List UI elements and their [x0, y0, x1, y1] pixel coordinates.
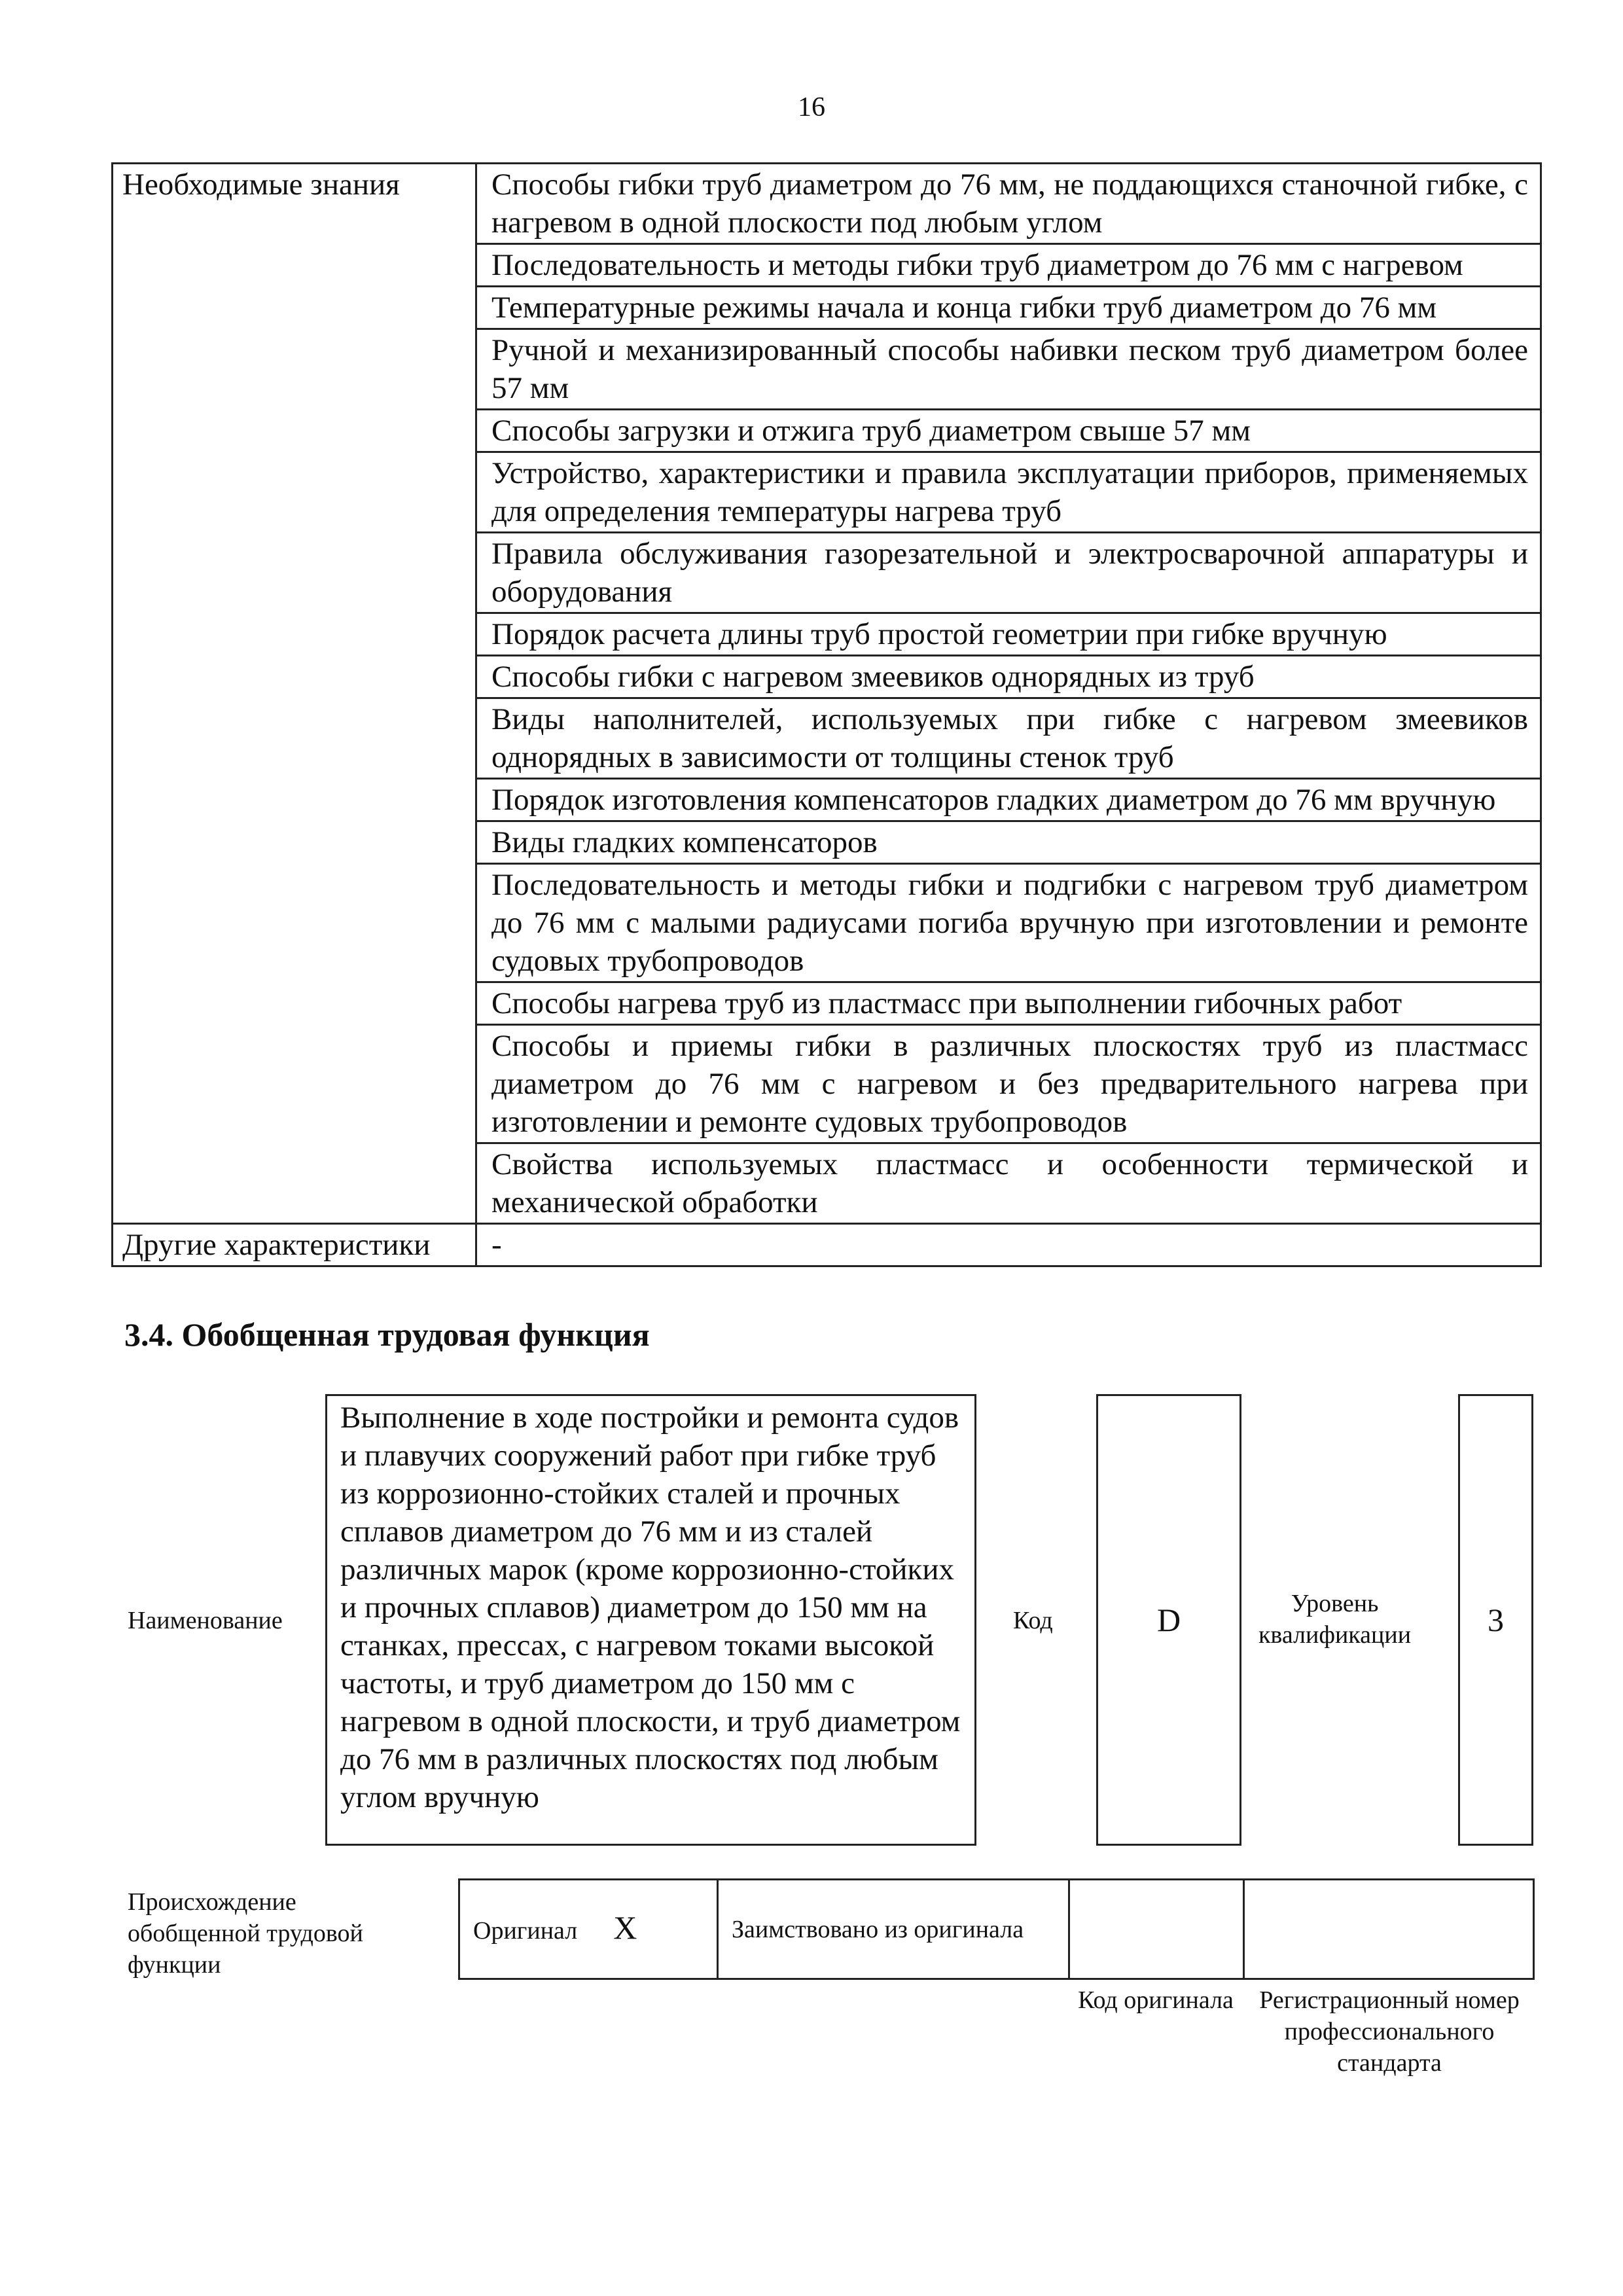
- required-knowledge-label: Необходимые знания: [113, 164, 476, 1224]
- original-mark: X: [613, 1909, 637, 1946]
- origin-table: [458, 1878, 1535, 1980]
- function-name-box: Выполнение в ходе постройки и ремонта судов и плавучих сооружений работ при гибке труб из коррозионно-стойких сталей и прочных сплавов диаметром до 76 мм и из сталей различных марок (кроме коррозионно-стойких и прочных сплавов) диаметром до 150 мм на станках, прессах, с нагревом токами высокой частоты, и труб диаметром до 150 мм с нагревом в одной плоскости, и труб диаметром до 76 мм в различных плоскостях под любым углом вручную: [325, 1394, 976, 1846]
- code-label: Код: [1013, 1607, 1053, 1634]
- other-characteristics-label: Другие характеристики: [113, 1224, 476, 1266]
- page-number: 16: [798, 92, 825, 122]
- knowledge-item: Способы нагрева труб из пластмасс при выполнении гибочных работ: [476, 982, 1541, 1025]
- knowledge-item: Порядок расчета длины труб простой геометрии при гибке вручную: [476, 613, 1541, 656]
- knowledge-item: Способы и приемы гибки в различных плоскостях труб из пластмасс диаметром до 76 мм с нагревом и без предварительного нагрева при изготовлении и ремонте судовых трубопроводов: [476, 1025, 1541, 1143]
- borrowed-cell: Заимствовано из оригинала: [718, 1880, 1069, 1979]
- knowledge-item: Свойства используемых пластмасс и особенности термической и механической обработки: [476, 1143, 1541, 1224]
- origin-label: Происхождение обобщенной трудовой функции: [128, 1888, 363, 1979]
- knowledge-item: Последовательность и методы гибки труб диаметром до 76 мм с нагревом: [476, 244, 1541, 287]
- other-characteristics-value: -: [476, 1224, 1541, 1266]
- knowledge-item: Виды гладких компенсаторов: [476, 821, 1541, 864]
- original-label: Оригинал: [473, 1917, 578, 1945]
- section-heading: 3.4. Обобщенная трудовая функция: [124, 1316, 650, 1353]
- origin-row: [459, 1880, 1534, 1979]
- code-value-box: D: [1096, 1394, 1241, 1846]
- original-code-caption: Код оригинала: [1078, 1986, 1234, 2014]
- knowledge-row: [113, 164, 1541, 244]
- original-cell: [459, 1880, 718, 1979]
- qualification-level-label: Уровень квалификации: [1258, 1590, 1412, 1649]
- original-code-cell: [1069, 1880, 1244, 1979]
- required-knowledge-table: [111, 162, 1542, 1267]
- knowledge-item: Температурные режимы начала и конца гибки труб диаметром до 76 мм: [476, 287, 1541, 329]
- knowledge-item: Ручной и механизированный способы набивки песком труб диаметром более 57 мм: [476, 329, 1541, 410]
- knowledge-item: Способы загрузки и отжига труб диаметром свыше 57 мм: [476, 410, 1541, 452]
- knowledge-item: Способы гибки труб диаметром до 76 мм, не поддающихся станочной гибке, с нагревом в одной плоскости под любым углом: [476, 164, 1541, 244]
- other-characteristics-row: [113, 1224, 1541, 1266]
- knowledge-item: Устройство, характеристики и правила эксплуатации приборов, применяемых для определения температуры нагрева труб: [476, 452, 1541, 533]
- knowledge-item: Порядок изготовления компенсаторов гладких диаметром до 76 мм вручную: [476, 779, 1541, 821]
- knowledge-item: Последовательность и методы гибки и подгибки с нагревом труб диаметром до 76 мм с малыми радиусами погиба вручную при изготовлении и ремонте судовых трубопроводов: [476, 864, 1541, 982]
- knowledge-item: Правила обслуживания газорезательной и электросварочной аппаратуры и оборудования: [476, 533, 1541, 613]
- qualification-level-box: 3: [1458, 1394, 1533, 1846]
- name-label: Наименование: [128, 1607, 283, 1634]
- registration-number-caption: Регистрационный номер профессионального стандарта: [1259, 1986, 1520, 2077]
- registration-number-cell: [1244, 1880, 1534, 1979]
- knowledge-item: Способы гибки с нагревом змеевиков однорядных из труб: [476, 656, 1541, 698]
- knowledge-item: Виды наполнителей, используемых при гибке с нагревом змеевиков однорядных в зависимости от толщины стенок труб: [476, 698, 1541, 779]
